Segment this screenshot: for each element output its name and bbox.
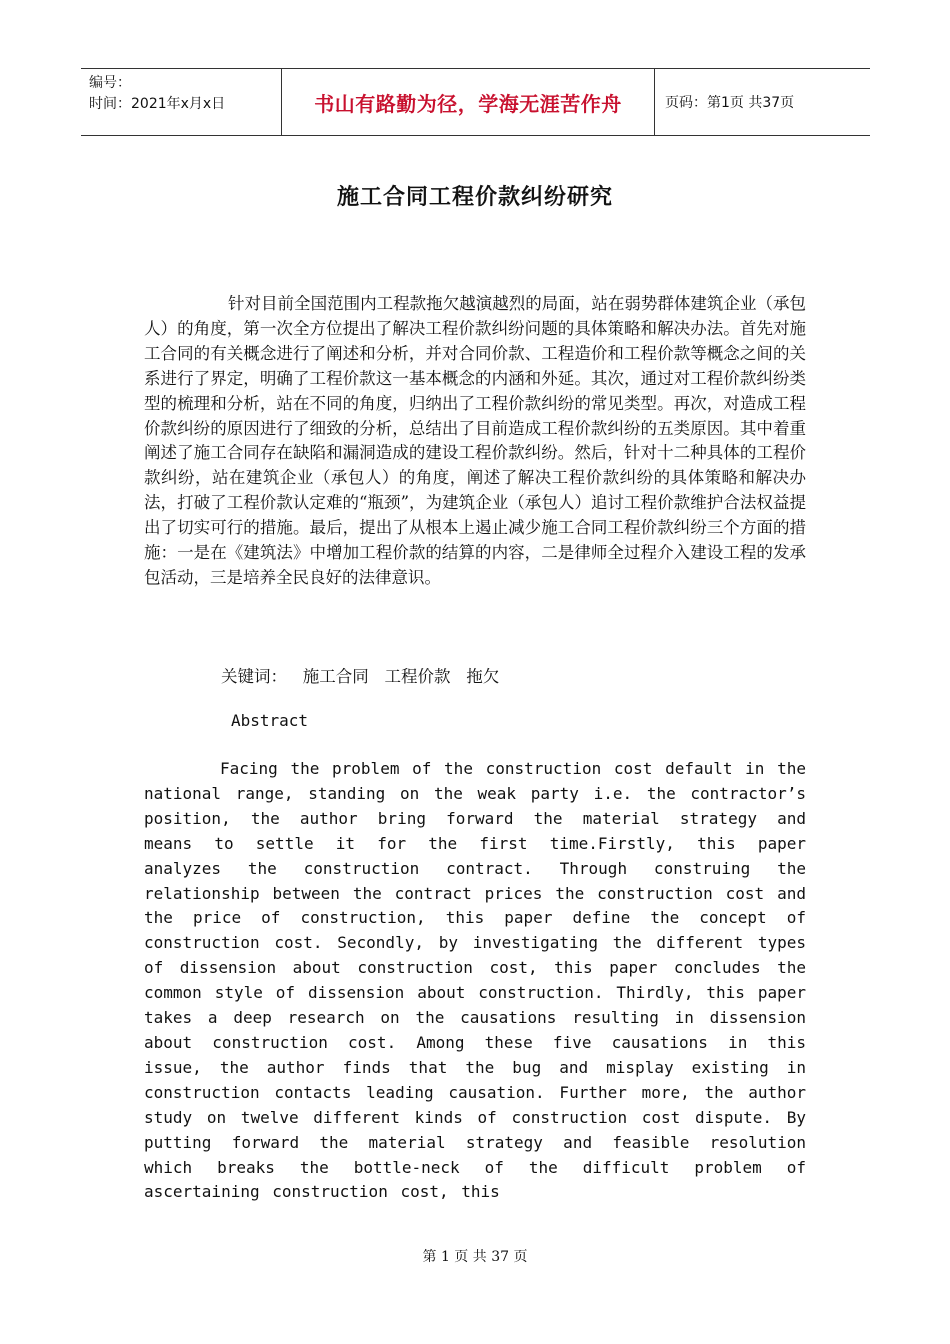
doc-time: 时间：2021年x月x日 bbox=[89, 96, 226, 112]
doc-number-label: 编号： bbox=[89, 75, 131, 91]
page-title: 施工合同工程价款纠纷研究 bbox=[336, 185, 613, 210]
english-abstract: Facing the problem of the construction cost default in the national range, standing on the weak party i.e. the contractor’s position, the author bring forward the material strategy and means to settle it for the first time.Firstly, this paper analyzes the construction contract. Through construing the relationship between the contract prices the construction cost and the price of construction, this paper define the concept of construction cost. Secondly, by investigating the different types of dissension about construction cost, this paper concludes the common style of dissension about construction. Thirdly, this paper takes a deep research on the causations resulting in dissension about construction cost. Among these five causations in this issue, the author finds that the bug and misplay existing in construction contacts leading causation. Further more, the author study on twelve different kinds of construction cost dispute. By putting forward the material strategy and feasible resolution which breaks the bottle-neck of the difficult problem of ascertaining construction cost, this bbox=[144, 759, 806, 1202]
keywords: 关键词： 施工合同 工程价款 拖欠 bbox=[221, 667, 500, 686]
document-header bbox=[81, 68, 870, 136]
header-motto: 书山有路勤为径，学海无涯苦作舟 bbox=[281, 69, 655, 135]
abstract-heading: Abstract bbox=[231, 711, 309, 730]
chinese-abstract: 针对目前全国范围内工程款拖欠越演越烈的局面，站在弱势群体建筑企业（承包人）的角度，第一次全方位提出了解决工程价款纠纷问题的具体策略和解决办法。首先对施工合同的有关概念进行了阐述和分析，并对合同价款、工程造价和工程价款等概念之间的关系进行了界定，明确了工程价款这一基本概念的内涵和外延。其次，通过对工程价款纠纷类型的梳理和分析，站在不同的角度，归纳出了工程价款纠纷的常见类型。再次，对造成工程价款纠纷的原因进行了细致的分析，总结出了目前造成工程价款纠纷的五类原因。其中着重阐述了施工合同存在缺陷和漏洞造成的建设工程价款纠纷。然后，针对十二种具体的工程价款纠纷，站在建筑企业（承包人）的角度，阐述了解决工程价款纠纷的具体策略和解决办法，打破了工程价款认定难的“瓶颈”，为建筑企业（承包人）追讨工程价款维护合法权益提出了切实可行的措施。最后，提出了从根本上遏止减少施工合同工程价款纠纷三个方面的措施：一是在《建筑法》中增加工程价款的结算的内容，二是律师全过程介入建设工程的发承包活动，三是培养全民良好的法律意识。 bbox=[144, 294, 806, 587]
page-footer: 第 1 页 共 37 页 bbox=[422, 1249, 528, 1265]
header-meta bbox=[81, 69, 281, 135]
header-page-info: 页码：第1页 共37页 bbox=[665, 95, 795, 111]
